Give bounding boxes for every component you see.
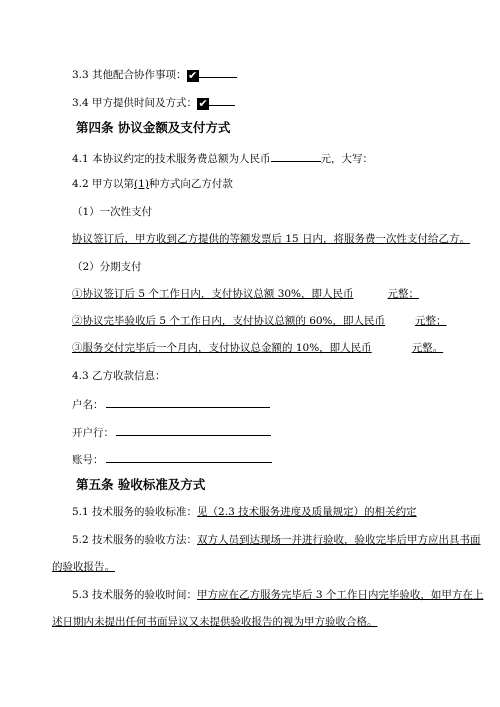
item-4-2-suffix: 种方式向乙方付款 bbox=[148, 178, 233, 190]
payment-method-choice[interactable]: (1) bbox=[134, 178, 149, 190]
item-3-3-label: 3.3 其他配合协作事项： bbox=[72, 69, 187, 81]
item-3-4-blank[interactable] bbox=[209, 94, 235, 106]
bank-label: 开户行： bbox=[72, 427, 114, 439]
item-3-4-label: 3.4 甲方提供时间及方式： bbox=[72, 97, 198, 109]
item-4-2 bbox=[72, 177, 233, 191]
item-3-3-blank[interactable] bbox=[199, 66, 237, 78]
item-4-1 bbox=[72, 150, 373, 166]
installment-2-unit: 元整； bbox=[415, 315, 447, 327]
option-1-text: 协议签订后，甲方收到乙方提供的等额发票后 15 日内，将服务费一次性支付给乙方。 bbox=[72, 233, 471, 245]
item-5-2-value: 双方人员到达现场一并进行验收，验收完毕后甲方应出具书面 bbox=[197, 534, 481, 546]
item-5-2 bbox=[72, 533, 481, 547]
item-3-3 bbox=[72, 66, 237, 82]
installment-2 bbox=[72, 314, 447, 328]
installment-1-blank[interactable] bbox=[354, 287, 388, 301]
payee-label: 户名： bbox=[72, 399, 104, 411]
account-label: 账号： bbox=[72, 454, 104, 466]
section-5-heading: 第五条 验收标准及方式 bbox=[76, 477, 206, 492]
item-4-1-label: 4.1 本协议约定的技术服务费总额为人民币 bbox=[72, 153, 271, 165]
item-5-3-label: 5.3 技术服务的验收时间： bbox=[72, 589, 198, 601]
installment-2-blank[interactable] bbox=[385, 314, 415, 328]
installment-3-unit: 元整。 bbox=[411, 342, 444, 354]
installment-1-unit: 元整； bbox=[387, 288, 420, 300]
section-4-heading: 第四条 协议金额及支付方式 bbox=[76, 120, 231, 135]
item-5-3 bbox=[72, 588, 483, 602]
checkbox-checked-icon[interactable]: ✔ bbox=[198, 97, 208, 110]
account-field bbox=[72, 451, 272, 467]
installment-1 bbox=[72, 287, 419, 301]
item-5-1 bbox=[72, 505, 417, 519]
option-1-title: （1）一次性支付 bbox=[72, 206, 153, 218]
installment-1-text: ①协议签订后 5 个工作日内，支付协议总额 30%，即人民币 bbox=[72, 288, 354, 300]
item-5-1-label: 5.1 技术服务的验收标准： bbox=[72, 506, 198, 518]
item-3-4 bbox=[72, 94, 235, 110]
installment-3-blank[interactable] bbox=[372, 341, 412, 355]
item-4-2-label: 4.2 甲方以第 bbox=[72, 178, 135, 190]
payee-input[interactable] bbox=[106, 396, 270, 408]
item-4-3: 4.3 乙方收款信息： bbox=[72, 370, 166, 382]
item-5-3-value: 甲方应在乙方服务完毕后 3 个工作日内完毕验收，如甲方在上 bbox=[197, 589, 484, 601]
total-amount-blank[interactable] bbox=[271, 150, 321, 162]
installment-3 bbox=[72, 341, 443, 355]
installment-3-text: ③服务交付完毕后一个月内，支付协议总金额的 10%，即人民币 bbox=[72, 342, 372, 354]
installment-2-text: ②协议完毕验收后 5 个工作日内，支付协议总额的 60%，即人民币 bbox=[72, 315, 386, 327]
account-input[interactable] bbox=[106, 451, 272, 463]
item-5-1-value: 见（2.3 技术服务进度及质量规定）的相关约定 bbox=[197, 506, 417, 518]
bank-field bbox=[72, 424, 271, 440]
item-5-2-label: 5.2 技术服务的验收方法： bbox=[72, 534, 198, 546]
bank-input[interactable] bbox=[116, 424, 271, 436]
item-5-2-continued: 的验收报告。 bbox=[52, 561, 115, 573]
checkbox-checked-icon[interactable]: ✔ bbox=[187, 69, 198, 82]
option-2-title: （2）分期支付 bbox=[72, 261, 142, 273]
payee-field bbox=[72, 396, 270, 412]
item-4-1-suffix: 元，大写： bbox=[320, 153, 374, 165]
item-5-3-continued: 述日期内未提出任何书面异议又未提供验收报告的视为甲方验收合格。 bbox=[52, 616, 378, 628]
